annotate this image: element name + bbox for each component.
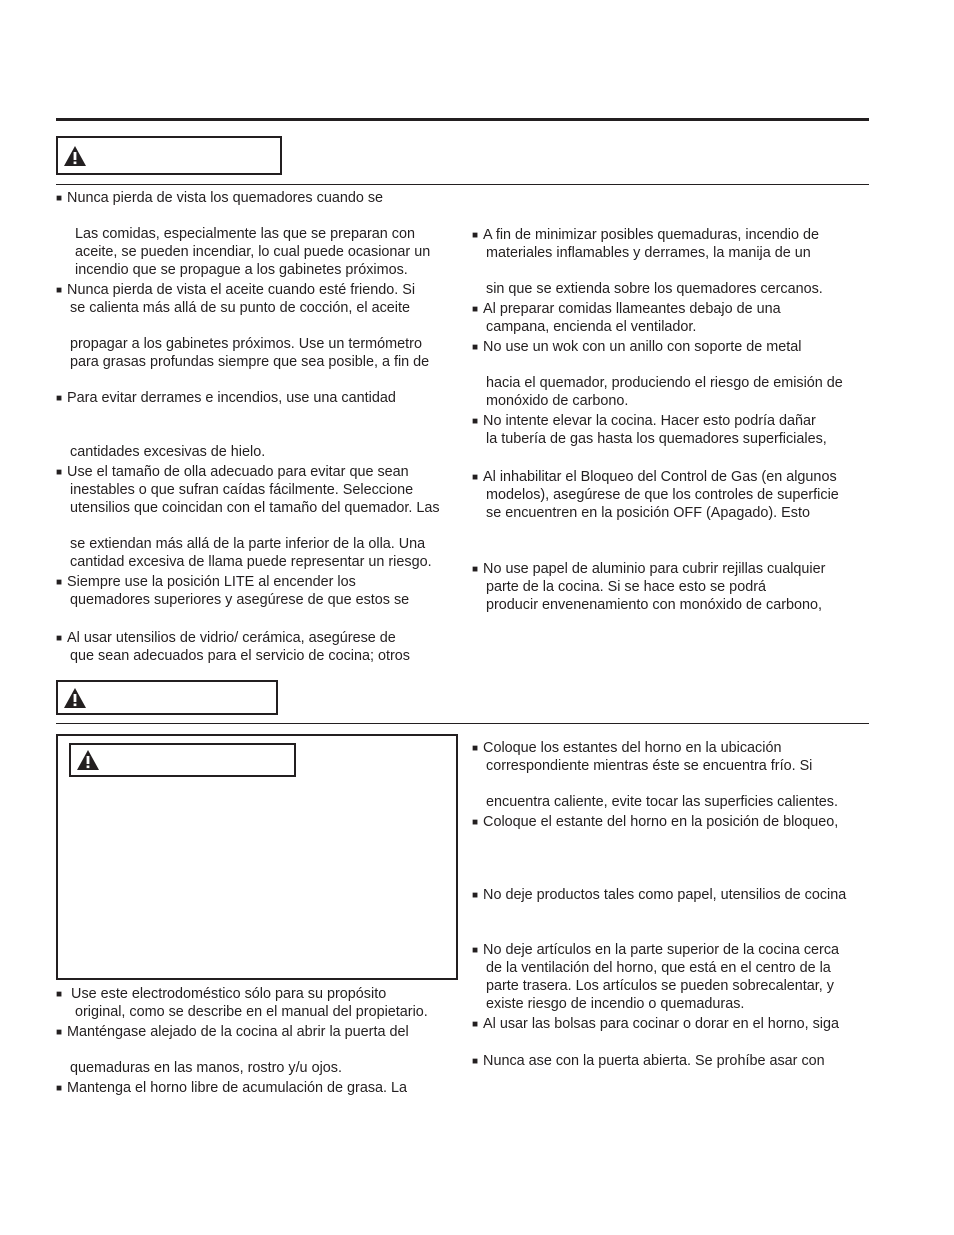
bullet-item-line [472, 338, 801, 357]
line-text: la tubería de gas hasta los quemadores superficiales, [486, 431, 827, 447]
bullet-item-line [472, 813, 838, 832]
body-text-line [70, 353, 429, 371]
bullet-item-line [472, 739, 781, 758]
body-text-line [486, 977, 834, 995]
notice-frame [56, 734, 458, 980]
line-text: incendio que se propague a los gabinetes próximos. [75, 262, 408, 278]
bullet-item-line [472, 468, 837, 487]
body-text-line [486, 244, 811, 262]
bullet-square-icon: ■ [472, 342, 479, 353]
line-text: A fin de minimizar posibles quemaduras, incendio de [483, 227, 820, 243]
line-text: cantidad excesiva de llama puede representar un riesgo. [70, 554, 432, 570]
line-text: Mantenga el horno libre de acumulación de grasa. La [67, 1080, 408, 1096]
line-text: materiales inflamables y derrames, la manija de un [486, 245, 811, 261]
bullet-square-icon: ■ [56, 393, 63, 404]
line-text: Al usar utensilios de vidrio/ cerámica, asegúrese de [67, 630, 396, 646]
body-text-line [70, 553, 432, 571]
line-text: Las comidas, especialmente las que se preparan con [75, 226, 415, 242]
section1-rule [56, 184, 869, 185]
body-text-line [70, 1059, 342, 1077]
bullet-item-line [472, 886, 846, 905]
line-text: Al inhabilitar el Bloqueo del Control de Gas (en algunos [483, 469, 837, 485]
line-text: Nunca pierda de vista el aceite cuando esté friendo. Si [67, 282, 416, 298]
body-text-line [486, 486, 839, 504]
line-text: Coloque los estantes del horno en la ubicación [483, 740, 782, 756]
line-text: inestables o que sufran caídas fácilmente. Seleccione [70, 482, 414, 498]
bullet-item-line [56, 281, 415, 300]
warning-triangle-icon [76, 749, 100, 771]
line-text: quemadores superiores y asegúrese de que estos se [70, 592, 410, 608]
bullet-item-line [472, 226, 819, 245]
bullet-square-icon: ■ [472, 416, 479, 427]
top-rule [56, 118, 869, 121]
body-text-line [70, 335, 422, 353]
line-text: quemaduras en las manos, rostro y/u ojos. [70, 1060, 342, 1076]
line-text: monóxido de carbono. [486, 393, 629, 409]
body-text-line [486, 793, 838, 811]
section2-rule [56, 723, 869, 724]
line-text: No use papel de aluminio para cubrir rejillas cualquier [483, 561, 826, 577]
bullet-square-icon: ■ [56, 1083, 63, 1094]
line-text: sin que se extienda sobre los quemadores cercanos. [486, 281, 823, 297]
body-text-line [70, 443, 265, 461]
body-text-line [486, 578, 766, 596]
bullet-item-line [56, 189, 383, 208]
bullet-item-line [472, 300, 781, 319]
line-text: Al usar las bolsas para cocinar o dorar en el horno, siga [483, 1016, 840, 1032]
body-text-line [486, 280, 823, 298]
body-text-line [486, 318, 696, 336]
bullet-square-icon: ■ [472, 564, 479, 575]
warning-box-inner [69, 743, 296, 777]
line-text: No deje artículos en la parte superior de la cocina cerca [483, 942, 840, 958]
body-text-line [486, 374, 843, 392]
line-text: Use el tamaño de olla adecuado para evitar que sean [67, 464, 409, 480]
line-text: correspondiente mientras éste se encuentra frío. Si [486, 758, 813, 774]
line-text: Use este electrodoméstico sólo para su propósito [67, 986, 387, 1002]
line-text: No intente elevar la cocina. Hacer esto podría dañar [483, 413, 816, 429]
bullet-item-line [472, 1015, 839, 1034]
body-text-line [486, 430, 827, 448]
line-text: No use un wok con un anillo con soporte de metal [483, 339, 802, 355]
bullet-square-icon: ■ [56, 193, 63, 204]
bullet-item-line [56, 389, 396, 408]
line-text: Al preparar comidas llameantes debajo de una [483, 301, 781, 317]
line-text: producir envenenamiento con monóxido de carbono, [486, 597, 823, 613]
bullet-square-icon: ■ [56, 285, 63, 296]
line-text: aceite, se pueden incendiar, lo cual puede ocasionar un [75, 244, 431, 260]
bullet-square-icon: ■ [56, 467, 63, 478]
bullet-square-icon: ■ [472, 1019, 479, 1030]
line-text: No deje productos tales como papel, utensilios de cocina [483, 887, 847, 903]
line-text: se extiendan más allá de la parte inferior de la olla. Una [70, 536, 426, 552]
line-text: campana, encienda el ventilador. [486, 319, 697, 335]
line-text: encuentra caliente, evite tocar las superficies calientes. [486, 794, 838, 810]
bullet-square-icon: ■ [472, 472, 479, 483]
line-text: para grasas profundas siempre que sea posible, a fin de [70, 354, 430, 370]
body-text-line [486, 504, 810, 522]
bullet-item-line [56, 629, 396, 648]
bullet-square-icon: ■ [56, 577, 63, 588]
body-text-line [70, 499, 440, 517]
bullet-item-line [472, 1052, 825, 1071]
line-text: utensilios que coincidan con el tamaño del quemador. Las [70, 500, 440, 516]
line-text: cantidades excesivas de hielo. [70, 444, 266, 460]
bullet-item-line [56, 573, 356, 592]
bullet-item-line [472, 412, 816, 431]
line-text: modelos), asegúrese de que los controles de superficie [486, 487, 839, 503]
body-text-line [70, 299, 410, 317]
body-text-line [75, 1003, 428, 1021]
line-text: existe riesgo de incendio o quemaduras. [486, 996, 745, 1012]
line-text: se encuentren en la posición OFF (Apagado). Esto [486, 505, 810, 521]
bullet-item-line [56, 463, 409, 482]
body-text-line [70, 481, 413, 499]
body-text-line [70, 591, 409, 609]
body-text-line [75, 225, 415, 243]
bullet-item-line [56, 985, 386, 1004]
warning-triangle-icon [63, 145, 87, 167]
warning-triangle-icon [63, 687, 87, 709]
line-text: de la ventilación del horno, que está en el centro de la [486, 960, 831, 976]
body-text-line [75, 243, 430, 261]
bullet-square-icon: ■ [56, 633, 63, 644]
body-text-line [75, 261, 408, 279]
bullet-item-line [56, 1079, 407, 1098]
body-text-line [486, 757, 812, 775]
bullet-square-icon: ■ [472, 945, 479, 956]
line-text: parte trasera. Los artículos se pueden sobrecalentar, y [486, 978, 834, 994]
body-text-line [486, 596, 822, 614]
line-text: Nunca ase con la puerta abierta. Se prohíbe asar con [483, 1053, 825, 1069]
line-text: se calienta más allá de su punto de cocción, el aceite [70, 300, 410, 316]
bullet-square-icon: ■ [56, 989, 63, 1000]
body-text-line [70, 535, 425, 553]
bullet-square-icon: ■ [472, 890, 479, 901]
body-text-line [486, 995, 744, 1013]
bullet-item-line [472, 560, 825, 579]
bullet-square-icon: ■ [472, 817, 479, 828]
bullet-square-icon: ■ [472, 743, 479, 754]
bullet-square-icon: ■ [56, 1027, 63, 1038]
bullet-item-line [472, 941, 839, 960]
line-text: Siempre use la posición LITE al encender los [67, 574, 356, 590]
line-text: propagar a los gabinetes próximos. Use un termómetro [70, 336, 422, 352]
line-text: Nunca pierda de vista los quemadores cuando se [67, 190, 384, 206]
line-text: Manténgase alejado de la cocina al abrir la puerta del [67, 1024, 409, 1040]
body-text-line [486, 392, 628, 410]
warning-box-oven [56, 680, 278, 715]
line-text: Coloque el estante del horno en la posición de bloqueo, [483, 814, 839, 830]
line-text: Para evitar derrames e incendios, use una cantidad [67, 390, 396, 406]
line-text: parte de la cocina. Si se hace esto se podrá [486, 579, 766, 595]
body-text-line [70, 647, 410, 665]
bullet-item-line [56, 1023, 409, 1042]
bullet-square-icon: ■ [472, 230, 479, 241]
bullet-square-icon: ■ [472, 1056, 479, 1067]
body-text-line [486, 959, 831, 977]
line-text: que sean adecuados para el servicio de cocina; otros [70, 648, 410, 664]
bullet-square-icon: ■ [472, 304, 479, 315]
line-text: original, como se describe en el manual del propietario. [75, 1004, 428, 1020]
warning-box-surface [56, 136, 282, 175]
line-text: hacia el quemador, produciendo el riesgo de emisión de [486, 375, 843, 391]
